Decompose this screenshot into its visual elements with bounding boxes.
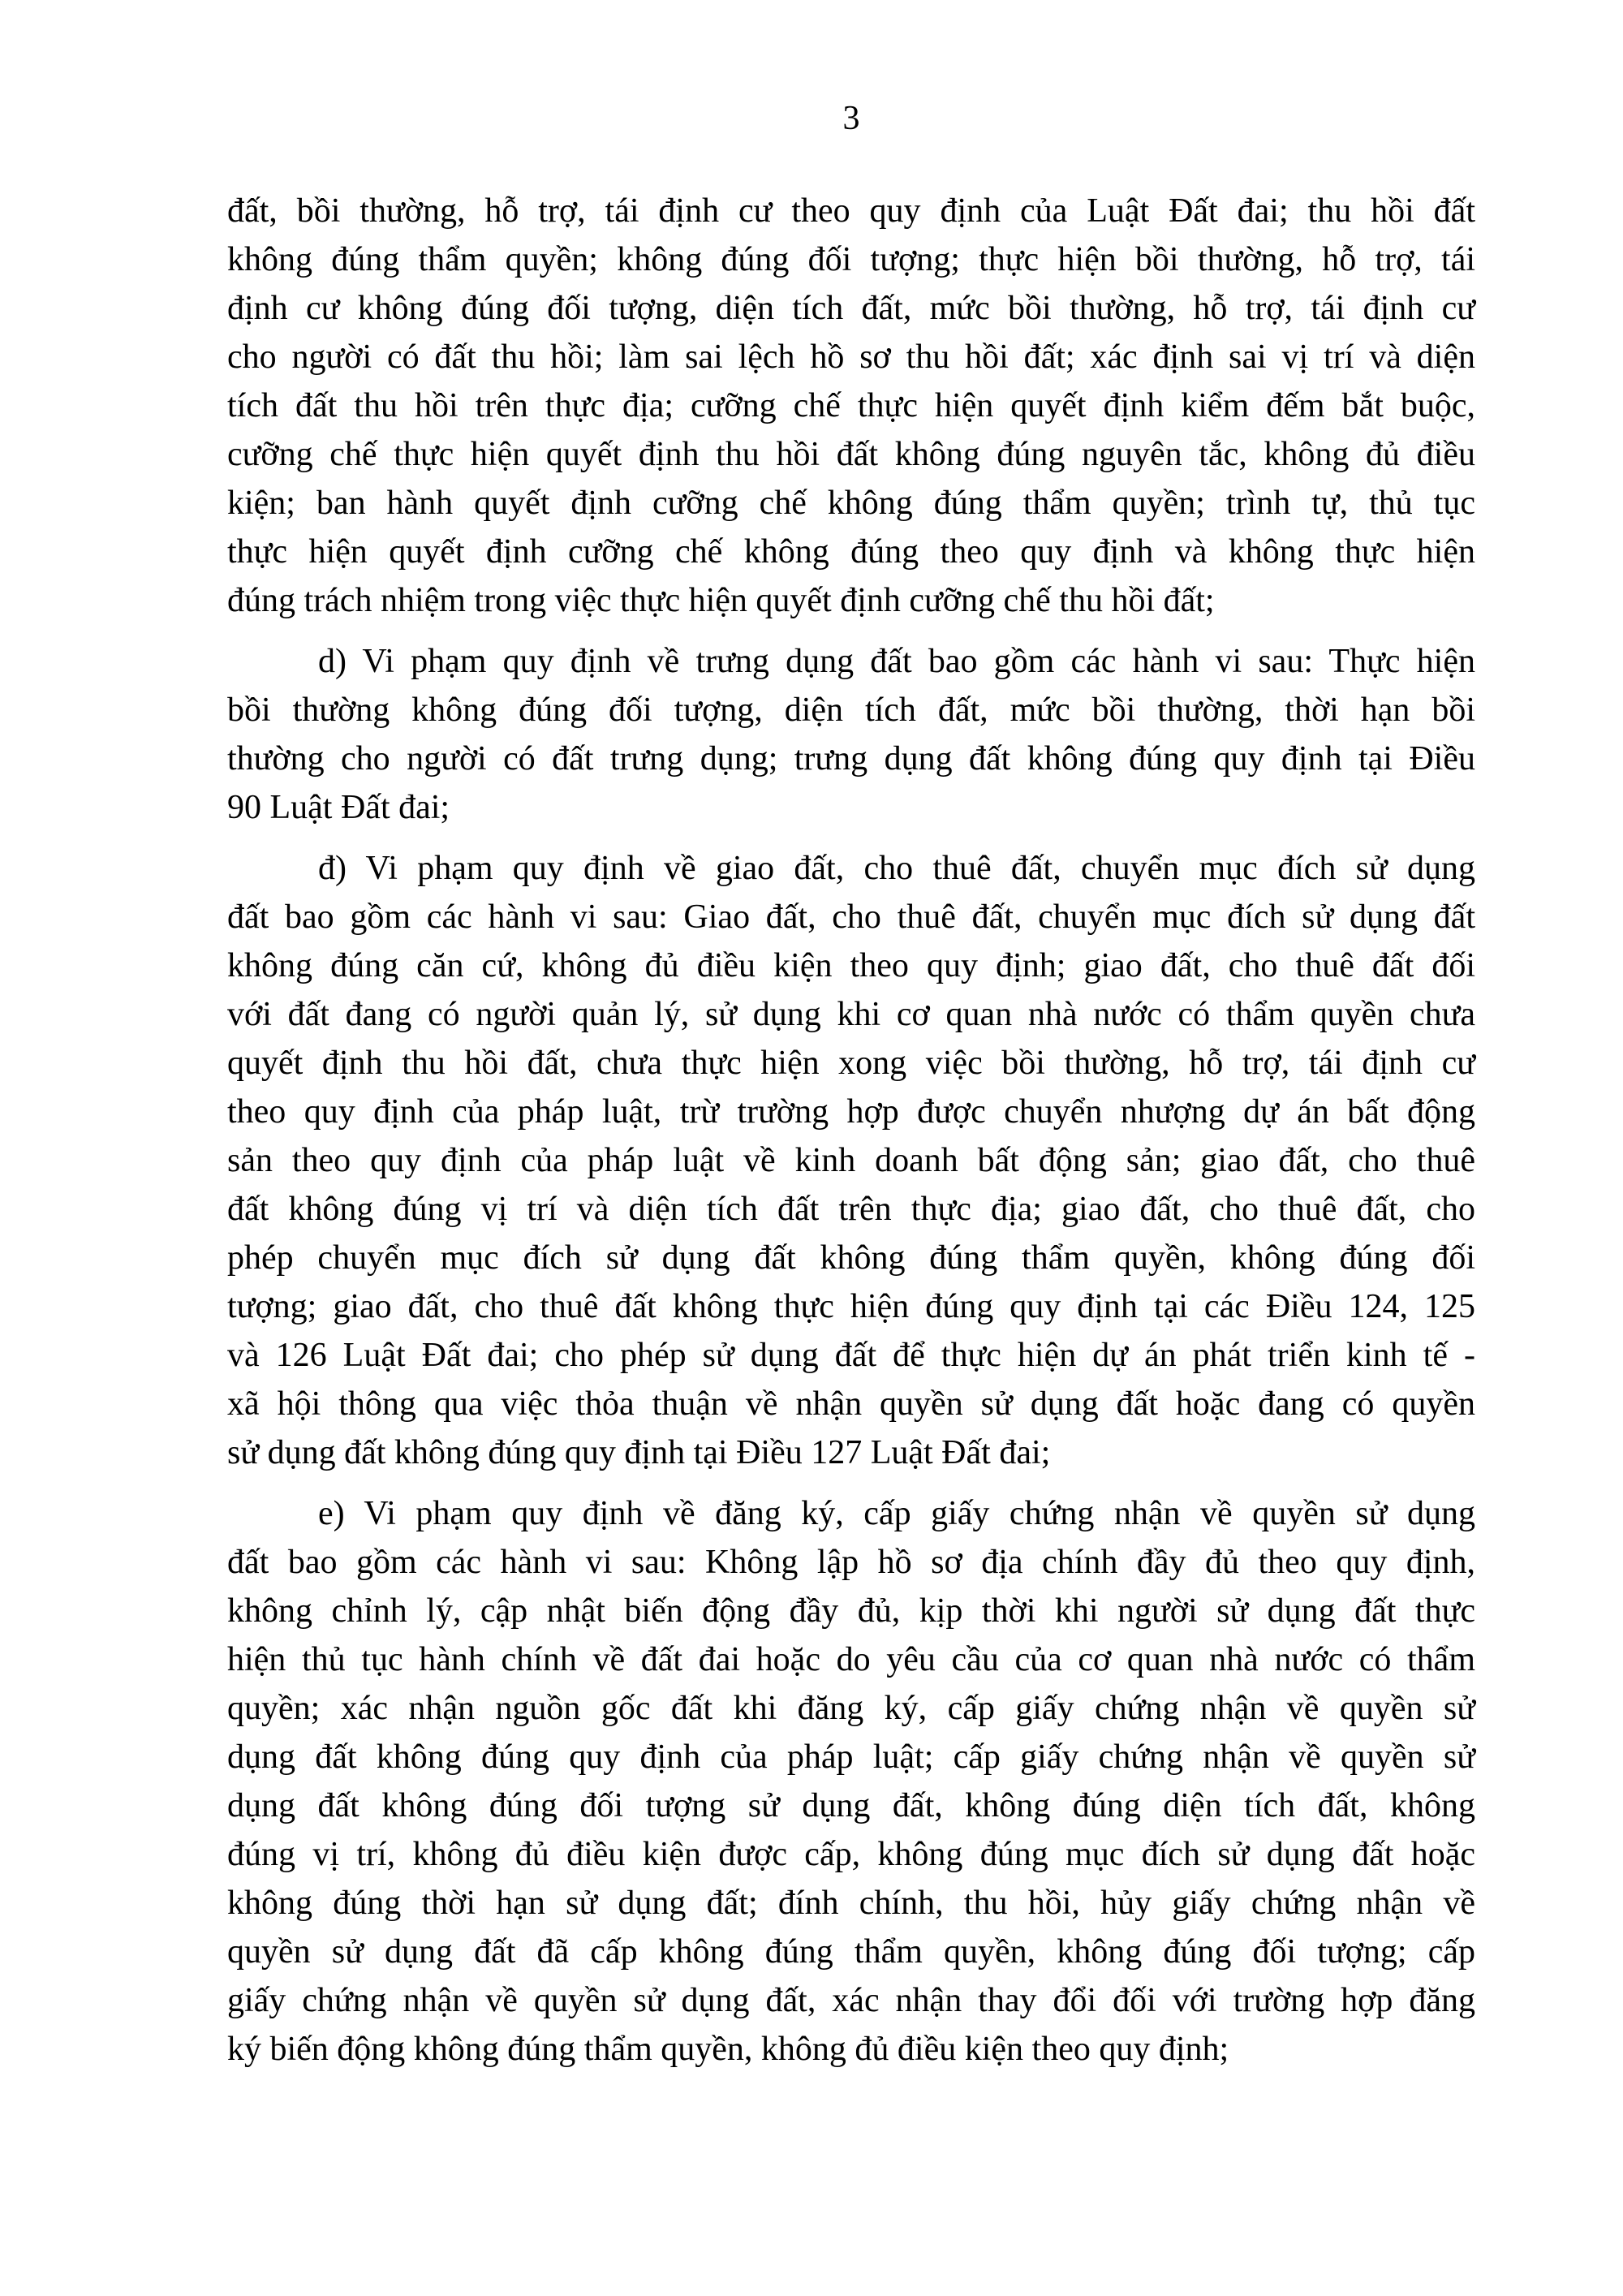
text-line: hiện thủ tục hành chính về đất đai hoặc do yêu cầu của cơ quan nhà nước có thẩm [227,1641,1475,1678]
text-line: dụng đất không đúng quy định của pháp luật; cấp giấy chứng nhận về quyền sử [227,1738,1475,1776]
text-line: cho người có đất thu hồi; làm sai lệch hồ sơ thu hồi đất; xác định sai vị trí và diện [227,338,1475,376]
paragraph [227,1489,1475,2074]
text-line: dụng đất không đúng đối tượng sử dụng đất, không đúng diện tích đất, không [227,1787,1475,1824]
text-line: không chỉnh lý, cập nhật biến động đầy đủ, kịp thời khi người sử dụng đất thực [227,1592,1475,1630]
text-line: thực hiện quyết định cưỡng chế không đúng theo quy định và không thực hiện [227,533,1475,571]
text-line: đ) Vi phạm quy định về giao đất, cho thuê đất, chuyển mục đích sử dụng [318,850,1475,887]
paragraph [227,844,1475,1477]
text-line: không đúng thẩm quyền; không đúng đối tượng; thực hiện bồi thường, hỗ trợ, tái [227,241,1475,278]
text-line: kiện; ban hành quyết định cưỡng chế không đúng thẩm quyền; trình tự, thủ tục [227,485,1475,522]
text-line: tượng; giao đất, cho thuê đất không thực hiện đúng quy định tại các Điều 124, 125 [227,1288,1475,1325]
text-line: đúng vị trí, không đủ điều kiện được cấp, không đúng mục đích sử dụng đất hoặc [227,1836,1475,1873]
text-line: với đất đang có người quản lý, sử dụng khi cơ quan nhà nước có thẩm quyền chưa [227,996,1475,1033]
document-body [227,187,1475,2074]
text-line: không đúng căn cứ, không đủ điều kiện theo quy định; giao đất, cho thuê đất đối [227,947,1475,984]
text-line: cưỡng chế thực hiện quyết định thu hồi đất không đúng nguyên tắc, không đủ điều [227,436,1475,473]
paragraph [227,187,1475,625]
text-line: quyền sử dụng đất đã cấp không đúng thẩm quyền, không đúng đối tượng; cấp [227,1933,1475,1971]
text-line: định cư không đúng đối tượng, diện tích đất, mức bồi thường, hỗ trợ, tái định cư [227,290,1475,327]
text-line: quyền; xác nhận nguồn gốc đất khi đăng ký, cấp giấy chứng nhận về quyền sử [227,1690,1475,1727]
text-line: bồi thường không đúng đối tượng, diện tích đất, mức bồi thường, thời hạn bồi [227,691,1475,729]
text-line: không đúng thời hạn sử dụng đất; đính chính, thu hồi, hủy giấy chứng nhận về [227,1885,1475,1922]
text-line: theo quy định của pháp luật, trừ trường hợp được chuyển nhượng dự án bất động [227,1093,1475,1131]
text-line: và 126 Luật Đất đai; cho phép sử dụng đất để thực hiện dự án phát triển kinh tế - [227,1337,1475,1374]
text-line: tích đất thu hồi trên thực địa; cưỡng chế thực hiện quyết định kiểm đếm bắt buộc, [227,387,1475,424]
text-line: thường cho người có đất trưng dụng; trưng dụng đất không đúng quy định tại Điều [227,740,1475,778]
text-line: đất bao gồm các hành vi sau: Không lập hồ sơ địa chính đầy đủ theo quy định, [227,1544,1475,1581]
text-line: đất không đúng vị trí và diện tích đất trên thực địa; giao đất, cho thuê đất, cho [227,1191,1475,1228]
text-line: sản theo quy định của pháp luật về kinh doanh bất động sản; giao đất, cho thuê [227,1142,1475,1179]
text-line: giấy chứng nhận về quyền sử dụng đất, xác nhận thay đổi đối với trường hợp đăng [227,1982,1475,2019]
text-line: xã hội thông qua việc thỏa thuận về nhận quyền sử dụng đất hoặc đang có quyền [227,1385,1475,1423]
text-line: ký biến động không đúng thẩm quyền, không đủ điều kiện theo quy định; [227,2031,1229,2068]
page-number: 3 [842,100,860,137]
text-line: e) Vi phạm quy định về đăng ký, cấp giấy chứng nhận về quyền sử dụng [318,1495,1475,1532]
text-line: đất bao gồm các hành vi sau: Giao đất, cho thuê đất, chuyển mục đích sử dụng đất [227,898,1475,936]
text-line: đúng trách nhiệm trong việc thực hiện quyết định cưỡng chế thu hồi đất; [227,582,1215,619]
text-line: phép chuyển mục đích sử dụng đất không đúng thẩm quyền, không đúng đối [227,1239,1475,1277]
text-line: 90 Luật Đất đai; [227,789,450,826]
paragraph [227,637,1475,832]
text-line: đất, bồi thường, hỗ trợ, tái định cư theo quy định của Luật Đất đai; thu hồi đất [227,192,1475,230]
text-line: d) Vi phạm quy định về trưng dụng đất bao gồm các hành vi sau: Thực hiện [318,643,1475,680]
text-line: quyết định thu hồi đất, chưa thực hiện xong việc bồi thường, hỗ trợ, tái định cư [227,1045,1475,1082]
text-line: sử dụng đất không đúng quy định tại Điều 127 Luật Đất đai; [227,1434,1051,1471]
